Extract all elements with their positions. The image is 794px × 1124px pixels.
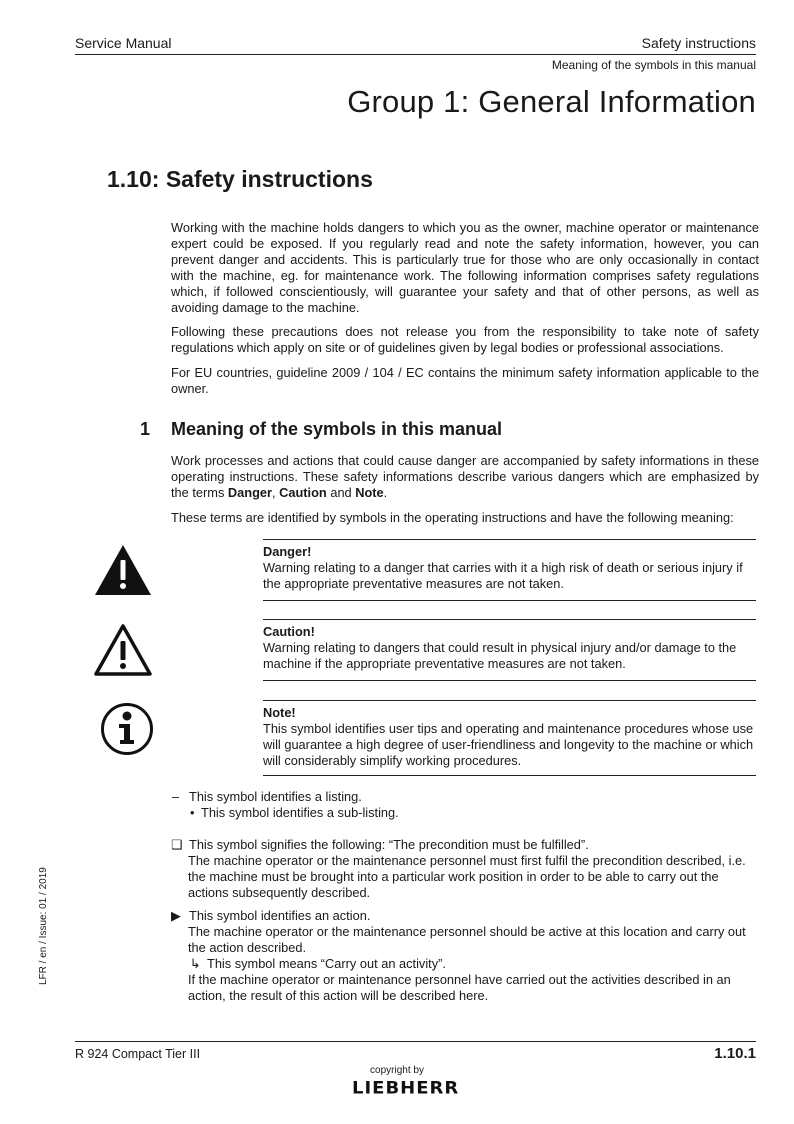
- danger-triangle-icon: [93, 543, 153, 597]
- header-chapter-title: Safety instructions: [641, 35, 756, 51]
- caution-notice: [263, 619, 756, 681]
- caution-triangle-icon: [93, 623, 153, 677]
- term-danger: Danger: [227, 485, 272, 500]
- intro-paragraph-2: Following these precautions does not release you from the responsibility to take note of safety regulations which apply on site or of guidelines given by legal bodies or professional associations.: [171, 324, 759, 355]
- term-caution: Caution: [279, 485, 327, 500]
- danger-title: Danger!: [263, 544, 312, 559]
- intro-paragraph-3: For EU countries, guideline 2009 / 104 / EC contains the minimum safety information applicable to the owner.: [171, 365, 759, 396]
- listing-marker: –: [172, 789, 180, 804]
- action-arrow-icon: ▶: [171, 908, 181, 923]
- sublisting-text: This symbol identifies a sub-listing.: [201, 805, 399, 820]
- issue-side-label: LFR / en / Issue: 01 / 2019: [38, 867, 49, 985]
- intro-paragraph-1: Working with the machine holds dangers to which you as the owner, machine operator or maintenance expert could be exposed. If you regularly read and note the safety information, however, you can prevent danger and accidents. This is particularly true for those who are only occasionally in contact with the machine, eg. for maintenance work. The following information comprises safety regulations which, if followed conscientiously, will guarantee your safety and that of other persons, as well as avoiding damage to the machine.: [171, 220, 759, 315]
- subsection-number: 1: [140, 419, 151, 439]
- precondition-detail: The machine operator or the maintenance personnel must first fulfil the precondition described, i.e. the machine must be brought into a particular work position in order to be able to carry out the actions subsequently described.: [188, 853, 746, 900]
- symbols-intro-paragraph: Work processes and actions that could cause danger are accompanied by safety informations in these operating instructions. These safety informations describe various dangers which are emphasized by the terms Danger, Caution and Note.: [171, 453, 759, 500]
- danger-text: Warning relating to a danger that carries with it a high risk of death or serious injury if the appropriate preventative measures are not taken.: [263, 560, 743, 591]
- footer-divider: [75, 1041, 756, 1042]
- action-detail: The machine operator or the maintenance personnel should be active at this location and carry out the action described.: [188, 924, 746, 955]
- copyright-text: copyright by: [370, 1065, 424, 1076]
- note-notice: [263, 700, 756, 776]
- sublisting-marker: •: [190, 805, 195, 820]
- danger-notice: [263, 539, 756, 601]
- note-text: This symbol identifies user tips and operating and maintenance procedures whose use will guarantee a high degree of user-friendliness and longevity to the machine or which will considerably simplify working procedures.: [263, 721, 754, 768]
- precondition-text: This symbol signifies the following: “The precondition must be fulfilled”.: [189, 837, 589, 852]
- group-title: Group 1: General Information: [347, 84, 756, 119]
- precondition-checkbox-icon: ❑: [171, 837, 183, 852]
- note-title: Note!: [263, 705, 296, 720]
- listing-text: This symbol identifies a listing.: [189, 789, 362, 804]
- activity-text: This symbol means “Carry out an activity”.: [207, 956, 446, 971]
- term-note: Note: [355, 485, 384, 500]
- caution-text: Warning relating to dangers that could result in physical injury and/or damage to the machine if the appropriate preventative measures are not taken.: [263, 640, 737, 671]
- header-divider: [75, 54, 756, 55]
- footer-model: R 924 Compact Tier III: [75, 1047, 201, 1061]
- info-circle-icon: [100, 702, 154, 756]
- caution-title: Caution!: [263, 624, 315, 639]
- section-title: 1.10: Safety instructions: [107, 166, 373, 192]
- footer-page-number: 1.10.1: [714, 1045, 756, 1062]
- header-manual-title: Service Manual: [75, 35, 172, 51]
- header-subtitle: Meaning of the symbols in this manual: [551, 58, 756, 72]
- subsection-title: Meaning of the symbols in this manual: [171, 419, 503, 439]
- activity-arrow-icon: ↳: [190, 956, 201, 971]
- result-text: If the machine operator or maintenance personnel have carried out the activities described in an action, the result of this action will be described here.: [188, 972, 731, 1003]
- action-text: This symbol identifies an action.: [189, 908, 371, 923]
- symbols-intro-paragraph-2: These terms are identified by symbols in the operating instructions and have the following meaning:: [171, 510, 734, 525]
- liebherr-logo: LIEBHERR: [352, 1078, 460, 1099]
